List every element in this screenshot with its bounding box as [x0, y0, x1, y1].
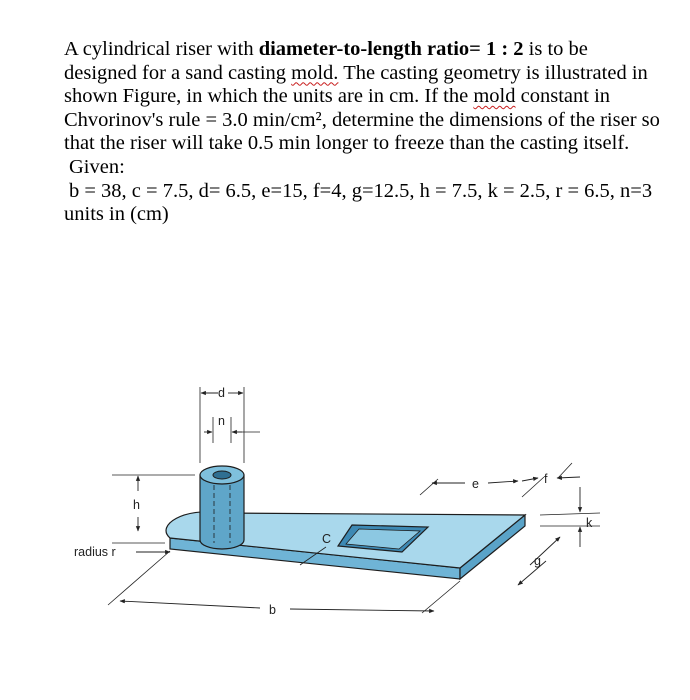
mold-word-1: mold. — [291, 61, 339, 84]
radius-word: radius — [74, 545, 109, 559]
intro-text-2: is to be designed for a sand casting — [64, 38, 588, 84]
label-radius — [74, 545, 116, 559]
f-arrow-left — [522, 478, 538, 481]
k-extension-top — [540, 513, 600, 515]
problem-statement — [64, 38, 664, 227]
radius-symbol: r — [111, 545, 116, 559]
problem-paragraph — [64, 38, 664, 156]
intro-text-1: A cylindrical riser with — [64, 38, 259, 60]
intro-text-4: constant in Chvorinov's rule = 3.0 min/cm², determine the dimensions of the riser so that the riser will take 0.5 min longer to freeze than the casting itself. — [64, 85, 660, 155]
intro-text-3: The casting geometry is illustrated in shown Figure, in which the units are in cm. If the — [64, 61, 648, 108]
riser-body — [200, 475, 244, 549]
g-arrow-down — [518, 561, 546, 585]
label-f: f — [544, 472, 548, 486]
e-arrow-right — [488, 481, 518, 483]
b-extension-right — [422, 581, 460, 613]
label-k: k — [586, 516, 593, 530]
label-b: b — [269, 603, 276, 617]
b-arrow-right — [290, 609, 434, 611]
given-heading: Given: — [69, 155, 125, 178]
label-e: e — [472, 477, 479, 491]
label-c: C — [322, 532, 332, 546]
riser-top-hole — [213, 471, 231, 479]
label-h: h — [133, 498, 140, 512]
f-extension — [558, 463, 572, 478]
label-n: n — [218, 414, 225, 428]
b-extension-left — [108, 551, 170, 605]
mold-word-2: mold — [473, 85, 516, 108]
label-d: d — [218, 386, 225, 400]
casting-figure — [60, 365, 620, 635]
ratio-label: diameter-to-length ratio= 1 : 2 — [258, 38, 524, 60]
units-note: units in (cm) — [64, 203, 169, 226]
f-arrow-right — [557, 477, 580, 478]
label-g: g — [534, 554, 541, 568]
b-arrow-left — [120, 601, 260, 608]
given-values: b = 38, c = 7.5, d= 6.5, e=15, f=4, g=12.5, h = 7.5, k = 2.5, r = 6.5, n=3 — [69, 179, 653, 202]
e-extension-left — [420, 479, 438, 495]
